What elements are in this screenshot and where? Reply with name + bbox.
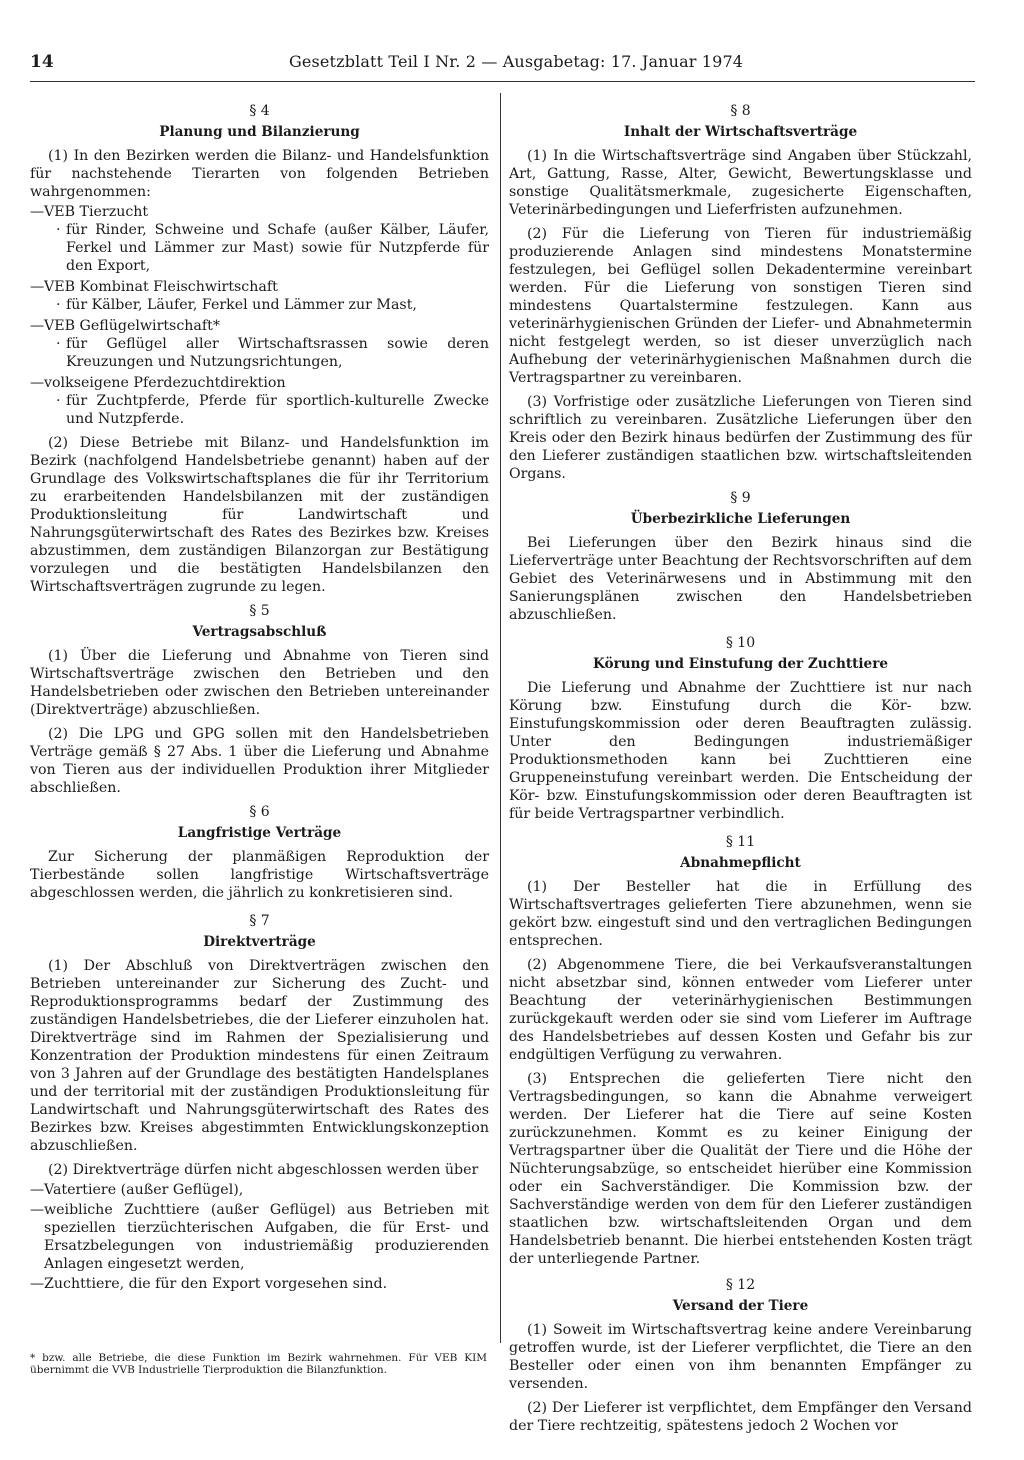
s12-paragraph-1: (1) Soweit im Wirtschaftsvertrag keine andere Vereinbarung getroffen wurde, ist der Lieferer verpflichtet, die Tiere an den Besteller oder einen von ihm benannten Empfänger zu versenden. bbox=[509, 1322, 972, 1392]
s4-paragraph-2: (2) Diese Betriebe mit Bilanz- und Handelsfunktion im Bezirk (nachfolgend Handelsbetriebe genannt) haben auf der Grundlage des Volkswirtschaftsplanes die für ihr Territorium zu erarbeitenden Handelsbilanzen mit der zuständigen Produktionsleitung für Landwirtschaft und Nahrungsgüterwirtschaft des Rates des Bezirkes bzw. Kreises abzustimmen, dem zuständigen Bilanzorgan zur Bestätigung vorzulegen und die bestätigten Handelsbilanzen den Wirtschaftsverträgen zugrunde zu legen. bbox=[30, 435, 489, 595]
s4-list-subitem: für Geflügel aller Wirtschaftsrassen sowie deren Kreuzungen und Nutzungsrichtungen, bbox=[66, 336, 489, 370]
s11-paragraph-3: (3) Entsprechen die gelieferten Tiere nicht den Vertragsbedingungen, so kann die Abnahme verweigert werden. Der Lieferer hat die Tiere auf seine Kosten zurückzunehmen. Kommt es zu keiner Einigung der Vertragspartner über die Qualität der Tiere und die Höhe der Nüchterungsabzüge, so entscheidet hierüber eine Kommission oder ein Sachverständiger. Die Kommission bzw. der Sachverständige werden von dem für den Lieferer zuständigen staatlichen bzw. wirtschaftsleitenden Organ und dem Handelsbetrieb benannt. Die hierbei entstehenden Kosten trägt der unterliegende Partner. bbox=[509, 1071, 972, 1267]
s4-list-label: volkseigene Pferdezuchtdirektion bbox=[44, 375, 286, 391]
bullet-marker: · bbox=[56, 393, 61, 409]
section-title-5: Vertragsabschluß bbox=[192, 624, 327, 640]
footnote: * bzw. alle Betriebe, die diese Funktion im Bezirk wahrnehmen. Für VEB KIM übernimmt die VVB Industrielle Tierproduktion die Bilanzfunktion. bbox=[30, 1352, 487, 1376]
s7-list-item: — Zuchttiere, die für den Export vorgesehen sind. bbox=[30, 1276, 388, 1292]
section-title-10: Körung und Einstufung der Zuchttiere bbox=[592, 656, 889, 672]
s4-paragraph-1: (1) In den Bezirken werden die Bilanz- und Handelsfunktion für nachstehende Tierarten von folgenden Betrieben wahrgenommen: bbox=[30, 148, 489, 200]
column-divider bbox=[500, 93, 501, 1343]
s4-list-item bbox=[30, 374, 489, 428]
s6-paragraph-1: Zur Sicherung der planmäßigen Reproduktion der Tierbestände sollen langfristige Wirtschaftsverträge abgeschlossen werden, die jährlich zu konkretisieren sind. bbox=[30, 849, 489, 901]
section-mark-11: § 11 bbox=[725, 834, 756, 850]
s5-paragraph-2: (2) Die LPG und GPG sollen mit den Handelsbetrieben Verträge gemäß § 27 Abs. 1 über die Lieferung und Abnahme von Tieren aus der individuellen Produktion ihrer Mitglieder abschließen. bbox=[30, 726, 489, 796]
s7-list bbox=[30, 1181, 489, 1293]
section-mark-7: § 7 bbox=[249, 913, 270, 929]
s4-list-item bbox=[30, 203, 489, 275]
s11-paragraph-2: (2) Abgenommene Tiere, die bei Verkaufsveranstaltungen nicht absetzbar sind, können entweder vom Lieferer unter Beachtung der veterinärhygienischen Bestimmungen zurückgekauft werden oder sie sind vom Lieferer im Auftrage des Handelsbetriebes auf dessen Kosten und Gefahr bis zur endgültigen Verfügung zu verwahren. bbox=[509, 957, 972, 1063]
section-title-12: Versand der Tiere bbox=[672, 1298, 809, 1314]
section-title-9: Überbezirkliche Lieferungen bbox=[630, 511, 851, 527]
s4-list-item bbox=[30, 317, 489, 371]
s7-paragraph-2: (2) Direktverträge dürfen nicht abgeschlossen werden über bbox=[48, 1162, 479, 1178]
s8-paragraph-2: (2) Für die Lieferung von Tieren für industriemäßig produzierende Anlagen sind mindestens Monatstermine festzulegen, bei Geflügel sollen Dekadentermine vereinbart werden. Für die Lieferung von sonstigen Tieren sind mindestens Quartalstermine festzulegen. Kann aus veterinärhygienischen Gründen der Liefer- und Abnahmetermin nicht festgelegt werden, so ist dieser unverzüglich nach Aufhebung der veterinärhygienischen Maßnahmen durch die Vertragspartner zu vereinbaren. bbox=[509, 226, 972, 386]
right-column bbox=[509, 94, 972, 1441]
header-rule bbox=[30, 81, 975, 82]
s4-list-label: VEB Kombinat Fleischwirtschaft bbox=[44, 279, 278, 295]
section-mark-4: § 4 bbox=[249, 103, 270, 119]
s7-paragraph-1: (1) Der Abschluß von Direktverträgen zwischen den Betrieben untereinander zur Sicherung des Zucht- und Reproduktionsprogramms bedarf der Zustimmung des zuständigen Handelsbetriebes, die der Lieferer einzuholen hat. Direktverträge sind im Rahmen der Spezialisierung und Konzentration der Produktion mindestens für einen Zeitraum von 3 Jahren auf der Grundlage des bestätigten Handelsplanes und der territorial mit der zuständigen Produktionsleitung für Landwirtschaft und Nahrungsgüterwirtschaft des Rates des Bezirkes bzw. Kreises abgestimmten Entwicklungskonzeption abzuschließen. bbox=[30, 958, 489, 1154]
s7-list-item: — weibliche Zuchttiere (außer Geflügel) aus Betrieben mit speziellen tierzüchterischen Aufgaben, die für Erst- und Ersatzbelegungen von industriemäßig produzierenden Anlagen eingesetzt werden, bbox=[30, 1202, 489, 1272]
bullet-marker: · bbox=[56, 297, 61, 313]
section-mark-12: § 12 bbox=[725, 1277, 756, 1293]
s4-list-subitem: für Rinder, Schweine und Schafe (außer Kälber, Läufer, Ferkel und Lämmer zur Mast) sowie für Nutzpferde für den Export, bbox=[66, 222, 489, 274]
section-mark-5: § 5 bbox=[249, 603, 270, 619]
dash-marker: — bbox=[30, 1202, 45, 1218]
section-title-4: Planung und Bilanzierung bbox=[159, 124, 360, 140]
section-title-7: Direktverträge bbox=[203, 934, 316, 950]
page-header bbox=[30, 52, 974, 78]
dash-marker: — bbox=[30, 279, 45, 295]
s7-list-item: — Vatertiere (außer Geflügel), bbox=[30, 1182, 244, 1198]
dash-marker: — bbox=[30, 318, 45, 334]
bullet-marker: · bbox=[56, 222, 61, 238]
dash-marker: — bbox=[30, 375, 45, 391]
page-number: 14 bbox=[30, 52, 54, 72]
section-mark-10: § 10 bbox=[725, 635, 756, 651]
dash-marker: — bbox=[30, 204, 45, 220]
section-title-11: Abnahmepflicht bbox=[680, 855, 801, 871]
s8-paragraph-3: (3) Vorfristige oder zusätzliche Lieferungen von Tieren sind schriftlich zu vereinbaren. Zusätzliche Lieferungen über den Kreis oder den Bezirk hinaus bedürfen der Zustimmung des für den Lieferer zuständigen staatlichen bzw. wirtschaftsleitenden Organs. bbox=[509, 394, 972, 482]
dash-marker: — bbox=[30, 1276, 45, 1292]
s4-list-item bbox=[30, 278, 489, 314]
s11-paragraph-1: (1) Der Besteller hat die in Erfüllung des Wirtschaftsvertrages gelieferten Tiere abzunehmen, wenn sie gekört bzw. eingestuft sind und den vertraglichen Bedingungen entsprechen. bbox=[509, 879, 972, 949]
s4-list-subitem: für Kälber, Läufer, Ferkel und Lämmer zur Mast, bbox=[66, 297, 417, 313]
s5-paragraph-1: (1) Über die Lieferung und Abnahme von Tieren sind Wirtschaftsverträge zwischen den Betrieben und den Handelsbetrieben oder zwischen den Betrieben untereinander (Direktverträge) abzuschließen. bbox=[30, 648, 489, 718]
s4-list-label: VEB Tierzucht bbox=[44, 204, 149, 220]
s4-list-subitem: für Zuchtpferde, Pferde für sportlich-kulturelle Zwecke und Nutzpferde. bbox=[66, 393, 489, 427]
bullet-marker: · bbox=[56, 336, 61, 352]
s12-paragraph-2: (2) Der Lieferer ist verpflichtet, dem Empfänger den Versand der Tiere rechtzeitig, spätestens jedoch 2 Wochen vor bbox=[509, 1400, 972, 1434]
section-title-6: Langfristige Verträge bbox=[177, 825, 342, 841]
s10-paragraph-1: Die Lieferung und Abnahme der Zuchttiere ist nur nach Körung bzw. Einstufung durch die Kör- bzw. Einstufungskommission oder deren Beauftragten zulässig. Unter den Bedingungen industriemäßiger Produktionsmethoden kann bei Zuchttieren eine Gruppeneinstufung vereinbart werden. Die Entscheidung der Kör- bzw. Einstufungskommission oder deren Beauftragten ist für beide Vertragspartner verbindlich. bbox=[509, 680, 972, 822]
s4-list-label: VEB Geflügelwirtschaft* bbox=[44, 318, 220, 334]
s9-paragraph-1: Bei Lieferungen über den Bezirk hinaus sind die Lieferverträge unter Beachtung der Rechtsvorschriften auf dem Gebiet des Veterinärwesens und in Abstimmung mit den Sanierungsplänen zwischen den Handelsbetrieben abzuschließen. bbox=[509, 535, 972, 623]
section-mark-8: § 8 bbox=[730, 103, 751, 119]
dash-marker: — bbox=[30, 1182, 45, 1198]
section-title-8: Inhalt der Wirtschaftsverträge bbox=[623, 124, 858, 140]
left-column bbox=[30, 94, 489, 1295]
section-mark-9: § 9 bbox=[730, 490, 751, 506]
running-title: Gesetzblatt Teil I Nr. 2 — Ausgabetag: 17. Januar 1974 bbox=[289, 52, 744, 71]
s8-paragraph-1: (1) In die Wirtschaftsverträge sind Angaben über Stückzahl, Art, Gattung, Rasse, Alter, Gewicht, Bewertungsklasse und sonstige Qualitätsmerkmale, zugesicherte Eigenschaften, Veterinärbedingungen und Lieferfristen aufzunehmen. bbox=[509, 148, 972, 218]
section-mark-6: § 6 bbox=[249, 804, 270, 820]
